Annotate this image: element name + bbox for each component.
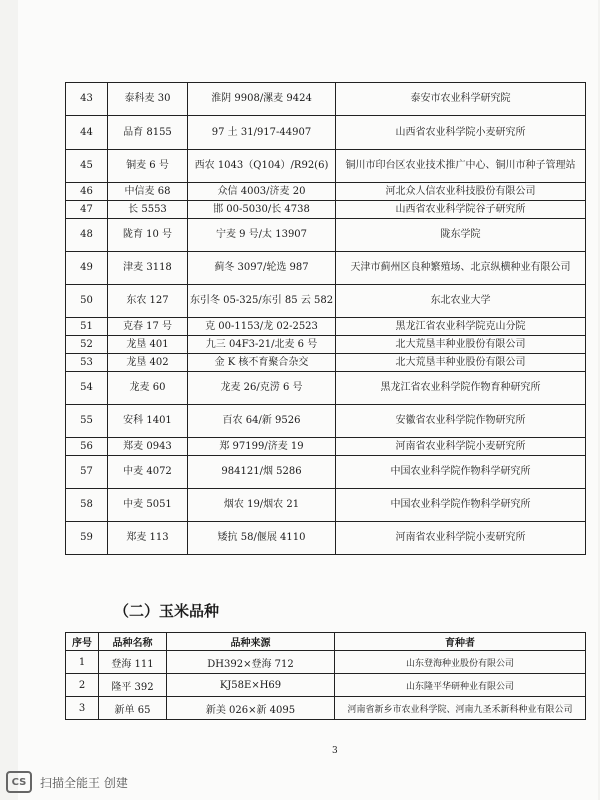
- serial-cell: 56: [66, 438, 108, 456]
- breeder-cell: 山西省农业科学院小麦研究所: [336, 116, 586, 150]
- page-number: 3: [332, 746, 338, 756]
- breeder-cell: 北大荒垦丰种业股份有限公司: [336, 354, 586, 372]
- serial-cell: 3: [66, 697, 99, 720]
- serial-cell: 59: [66, 522, 108, 555]
- breeder-cell: 安徽省农业科学院作物研究所: [336, 405, 586, 438]
- variety-source-cell: DH392×登海 712: [167, 651, 335, 674]
- serial-cell: 2: [66, 674, 99, 697]
- variety-name-cell: 龙垦 402: [108, 354, 188, 372]
- table-row: [66, 150, 586, 183]
- header-breeder: 育种者: [335, 633, 586, 651]
- serial-cell: 57: [66, 456, 108, 489]
- serial-cell: 44: [66, 116, 108, 150]
- table-row: [66, 83, 586, 116]
- variety-source-cell: 众信 4003/济麦 20: [188, 183, 336, 201]
- serial-cell: 43: [66, 83, 108, 116]
- variety-name-cell: 中麦 4072: [108, 456, 188, 489]
- scanner-watermark: [0, 772, 128, 792]
- breeder-cell: 中国农业科学院作物科学研究所: [336, 489, 586, 522]
- serial-cell: 49: [66, 252, 108, 285]
- table-row: [66, 456, 586, 489]
- variety-name-cell: 铜麦 6 号: [108, 150, 188, 183]
- variety-name-cell: 泰科麦 30: [108, 83, 188, 116]
- table-row: [66, 674, 586, 697]
- variety-source-cell: 郑 97199/济麦 19: [188, 438, 336, 456]
- table-row: [66, 522, 586, 555]
- wheat-varieties-table: [65, 82, 586, 555]
- table-row: [66, 438, 586, 456]
- breeder-cell: 河北众人信农业科技股份有限公司: [336, 183, 586, 201]
- variety-source-cell: 矮抗 58/偃展 4110: [188, 522, 336, 555]
- breeder-cell: 北大荒垦丰种业股份有限公司: [336, 336, 586, 354]
- camscanner-logo-icon: CS: [6, 771, 32, 793]
- breeder-cell: 黑龙江省农业科学院作物育种研究所: [336, 372, 586, 405]
- variety-name-cell: 登海 111: [99, 651, 167, 674]
- table-row: [66, 201, 586, 219]
- table-row: [66, 651, 586, 674]
- table-row: [66, 697, 586, 720]
- corn-table-body: [66, 651, 586, 720]
- serial-cell: 52: [66, 336, 108, 354]
- variety-source-cell: 97 土 31/917-44907: [188, 116, 336, 150]
- breeder-cell: 山东登海种业股份有限公司: [335, 651, 586, 674]
- variety-name-cell: 安科 1401: [108, 405, 188, 438]
- table-row: [66, 405, 586, 438]
- variety-source-cell: 百农 64/新 9526: [188, 405, 336, 438]
- serial-cell: 54: [66, 372, 108, 405]
- breeder-cell: 中国农业科学院作物科学研究所: [336, 456, 586, 489]
- variety-name-cell: 隆平 392: [99, 674, 167, 697]
- table-row: [66, 318, 586, 336]
- serial-cell: 47: [66, 201, 108, 219]
- variety-source-cell: 邯 00-5030/长 4738: [188, 201, 336, 219]
- table-row: [66, 183, 586, 201]
- wheat-table-body: [66, 83, 586, 555]
- serial-cell: 1: [66, 651, 99, 674]
- table-row: [66, 285, 586, 318]
- variety-name-cell: 长 5553: [108, 201, 188, 219]
- breeder-cell: 河南省农业科学院小麦研究所: [336, 438, 586, 456]
- variety-source-cell: KJ58E×H69: [167, 674, 335, 697]
- breeder-cell: 东北农业大学: [336, 285, 586, 318]
- table-row: [66, 219, 586, 252]
- breeder-cell: 河南省农业科学院小麦研究所: [336, 522, 586, 555]
- header-variety-name: 品种名称: [99, 633, 167, 651]
- serial-cell: 48: [66, 219, 108, 252]
- variety-source-cell: 九三 04F3-21/北麦 6 号: [188, 336, 336, 354]
- breeder-cell: 铜川市印台区农业技术推广中心、铜川市种子管理站: [336, 150, 586, 183]
- serial-cell: 53: [66, 354, 108, 372]
- variety-source-cell: 淮阴 9908/漯麦 9424: [188, 83, 336, 116]
- variety-source-cell: 东引冬 05-325/东引 85 云 582: [188, 285, 336, 318]
- serial-cell: 50: [66, 285, 108, 318]
- variety-name-cell: 品育 8155: [108, 116, 188, 150]
- serial-cell: 51: [66, 318, 108, 336]
- variety-name-cell: 郑麦 0943: [108, 438, 188, 456]
- table-row: [66, 372, 586, 405]
- serial-cell: 46: [66, 183, 108, 201]
- variety-source-cell: 金 K 核不育聚合杂交: [188, 354, 336, 372]
- variety-name-cell: 新单 65: [99, 697, 167, 720]
- variety-source-cell: 烟农 19/烟农 21: [188, 489, 336, 522]
- serial-cell: 45: [66, 150, 108, 183]
- variety-name-cell: 中麦 5051: [108, 489, 188, 522]
- variety-name-cell: 克春 17 号: [108, 318, 188, 336]
- variety-source-cell: 新美 026×新 4095: [167, 697, 335, 720]
- variety-name-cell: 东农 127: [108, 285, 188, 318]
- corn-varieties-table: [65, 632, 586, 720]
- variety-source-cell: 蓟冬 3097/轮选 987: [188, 252, 336, 285]
- variety-source-cell: 龙麦 26/克涝 6 号: [188, 372, 336, 405]
- table-row: [66, 489, 586, 522]
- variety-name-cell: 郑麦 113: [108, 522, 188, 555]
- table-row: [66, 354, 586, 372]
- variety-name-cell: 龙麦 60: [108, 372, 188, 405]
- watermark-text: 扫描全能王 创建: [40, 775, 128, 790]
- serial-cell: 55: [66, 405, 108, 438]
- variety-name-cell: 中信麦 68: [108, 183, 188, 201]
- variety-source-cell: 西农 1043（Q104）/R92(6): [188, 150, 336, 183]
- breeder-cell: 山西省农业科学院谷子研究所: [336, 201, 586, 219]
- breeder-cell: 陇东学院: [336, 219, 586, 252]
- variety-source-cell: 984121/烟 5286: [188, 456, 336, 489]
- variety-name-cell: 津麦 3118: [108, 252, 188, 285]
- variety-name-cell: 陇育 10 号: [108, 219, 188, 252]
- breeder-cell: 河南省新乡市农业科学院、河南九圣禾新科种业有限公司: [335, 697, 586, 720]
- table-row: [66, 252, 586, 285]
- header-variety-source: 品种来源: [167, 633, 335, 651]
- breeder-cell: 山东隆平华研种业有限公司: [335, 674, 586, 697]
- corn-section-heading: （二）玉米品种: [114, 602, 220, 620]
- table-row: [66, 336, 586, 354]
- table-row: [66, 116, 586, 150]
- breeder-cell: 泰安市农业科学研究院: [336, 83, 586, 116]
- header-serial-number: 序号: [66, 633, 99, 651]
- serial-cell: 58: [66, 489, 108, 522]
- variety-source-cell: 克 00-1153/龙 02-2523: [188, 318, 336, 336]
- document-page: [18, 0, 598, 800]
- corn-table-header-row: [66, 633, 586, 651]
- variety-name-cell: 龙垦 401: [108, 336, 188, 354]
- breeder-cell: 黑龙江省农业科学院克山分院: [336, 318, 586, 336]
- variety-source-cell: 宁麦 9 号/太 13907: [188, 219, 336, 252]
- breeder-cell: 天津市蓟州区良种繁殖场、北京纵横种业有限公司: [336, 252, 586, 285]
